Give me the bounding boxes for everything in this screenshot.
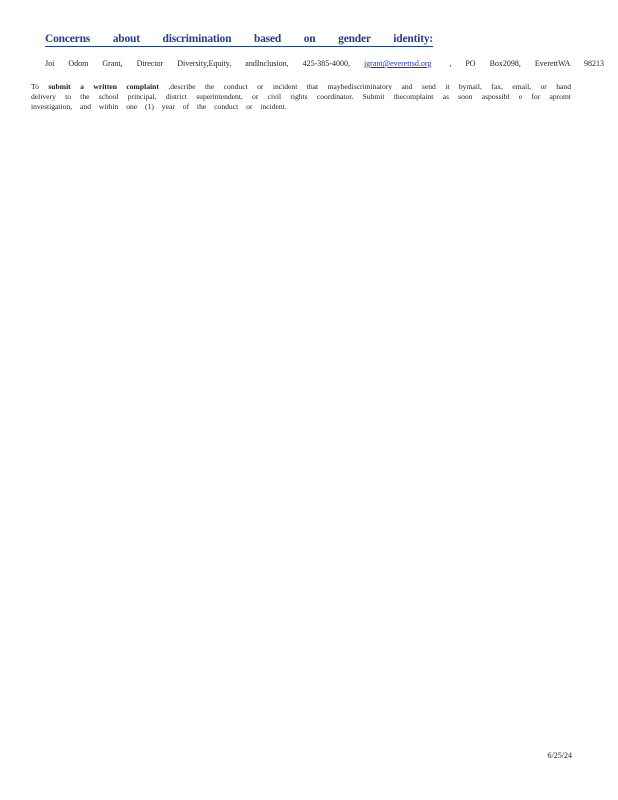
paragraph-line-3: investigation, and within one (1) year of the conduct or incident. (31, 102, 287, 111)
section-heading: Concerns about discrimination based on gender identity: (45, 33, 434, 45)
contact-address: , PO Box2098, EverettWA 98213 (449, 59, 605, 68)
footer-date: 6/25/24 (547, 751, 572, 760)
contact-name: Joi Odom Grant, (45, 59, 123, 68)
paragraph-line-2: delivery to the school principal, district superintendent, or civil rights coordinator. Submit thecomplaint as soon aspossibl e for apromt (31, 92, 571, 101)
complaint-paragraph (31, 82, 571, 112)
contact-line (45, 59, 604, 68)
paragraph-intro: To (31, 82, 39, 91)
contact-title: Director Diversity,Equity, andInclusion, (136, 59, 289, 68)
contact-phone: 425-385-4000, (302, 59, 350, 68)
paragraph-line-1-rest: ,describe the conduct or incident that maybediscriminatory and send it bymail, fax, email, or hand (168, 82, 572, 91)
paragraph-bold-phrase: submit a written complaint (48, 82, 159, 91)
paragraph-line-1 (31, 82, 571, 92)
contact-email-link[interactable]: jgrant@everettsd.org (363, 59, 432, 68)
